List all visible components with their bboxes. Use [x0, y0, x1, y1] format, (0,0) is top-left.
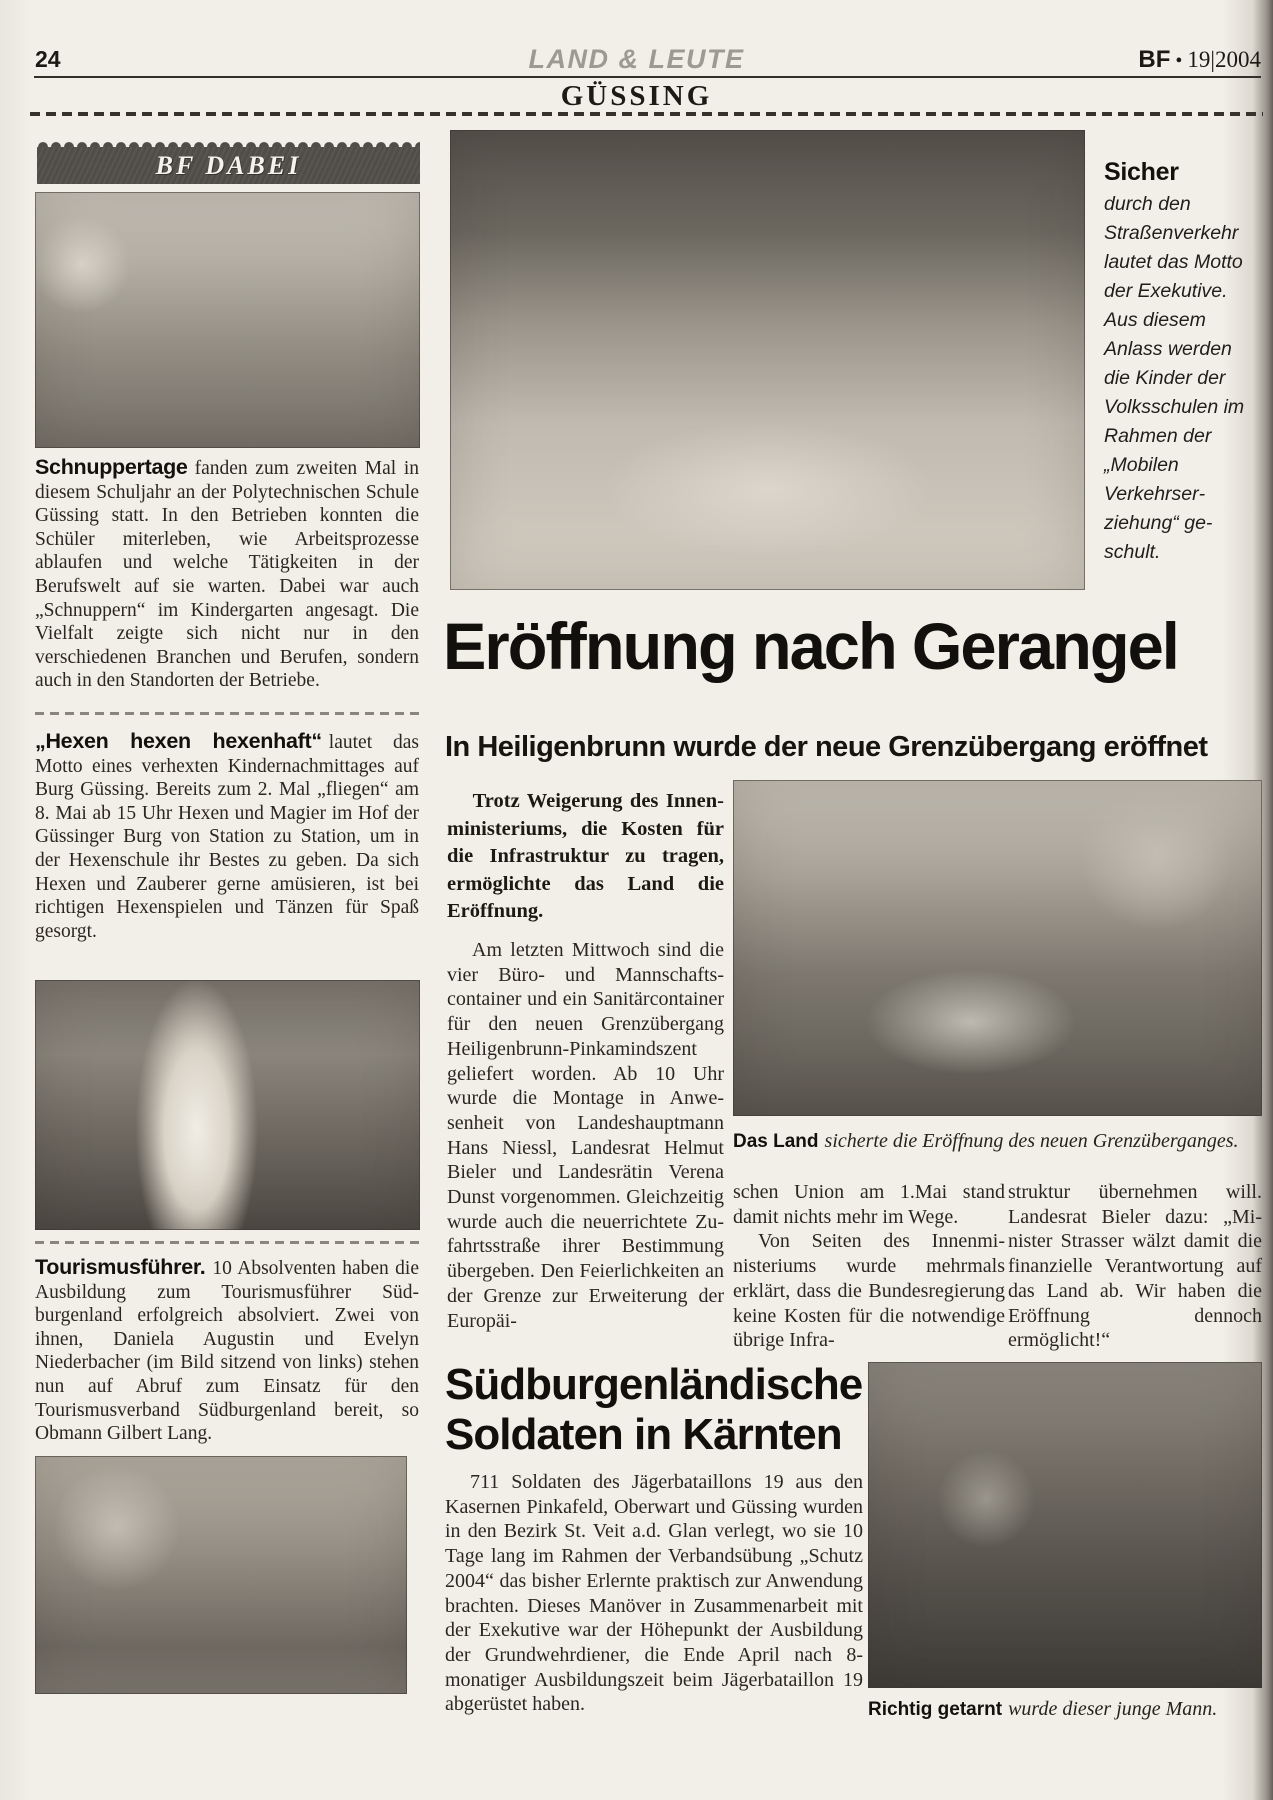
top-dashed-rule: [30, 112, 1263, 116]
side-caption-body: durch den Straßenverkehr lautet das Motto der Exekutive. Aus diesem Anlass werden die Kinder der Volksschulen im Rahmen der „Mobilen Verkehrserziehung“ geschult.: [1104, 193, 1245, 563]
side-caption-lead: Sicher: [1104, 158, 1179, 186]
side-caption: [1104, 158, 1256, 567]
bf-dabei-badge: [37, 147, 420, 184]
main-headline: Eröffnung nach Gerangel: [443, 609, 1178, 683]
article-column-2-p2: Von Seiten des Innenministeriums wurde mehrmals erklärt, dass die Bundesregierung keine Kosten für die notwendige übrige Infra-: [733, 1230, 1005, 1352]
article-intro: [447, 788, 724, 926]
article-column-1: [447, 938, 724, 1333]
article-intro-text: Trotz Weigerung des Innenministeriums, die Kosten für die Infrastruktur zu tragen, ermöglichte das Land die Eröffnung.: [447, 790, 724, 922]
page-number: 24: [35, 46, 61, 72]
soldiers-photo: [868, 1362, 1262, 1688]
article-hexen: [35, 730, 419, 943]
article-hexen-body: lautet das Motto eines verhexten Kindernachmittages auf Burg Güssing. Bereits zum 2. Mal „fliegen“ am 8. Mai ab 15 Uhr Hexen und Magier im Hof der Güssinger Burg von Station zu Station, um in der Hexenschule ihr Bestes zu geben. Da sich Hexen und Zauberer gerne amüsieren, ist bei richtigen Hexenspielen und Tänzen für Spaß gesorgt.: [35, 732, 419, 942]
article-column-2-p1: schen Union am 1.Mai stand damit nichts mehr im Wege.: [733, 1181, 1005, 1228]
soldiers-caption-lead: Richtig getarnt: [868, 1699, 1003, 1720]
article-schnuppertage-lead: Schnuppertage: [35, 455, 188, 479]
soldiers-photo-caption: [868, 1698, 1262, 1721]
article-tourismus-lead: Tourismusführer.: [35, 1255, 206, 1279]
soldiers-headline-line1: Südburgenländische: [445, 1360, 863, 1409]
bicycles-photo: [450, 130, 1085, 590]
issue-label: [1138, 46, 1261, 74]
soldiers-headline-line2: Soldaten in Kärnten: [445, 1410, 842, 1459]
article-column-3-text: struktur übernehmen will. Landesrat Bieler dazu: „Minister Strasser wälzt damit die finanzielle Verantwortung auf das Land ab. Wir haben die Eröffnung dennoch ermöglicht!“: [1008, 1181, 1262, 1352]
playground-photo: [35, 192, 420, 448]
bonfire-photo: [35, 980, 420, 1230]
left-separator-2: [35, 1241, 419, 1244]
opening-photo-caption: [733, 1130, 1262, 1153]
brand-label: BF: [1138, 46, 1171, 73]
opening-caption-lead: Das Land: [733, 1131, 819, 1152]
article-schnuppertage-body: fanden zum zweiten Mal in diesem Schuljahr an der Polytechnischen Schule Güssing statt. In den Betrieben konnten die Schüler miterleben, wie Arbeitsprozesse ablaufen und welche Tätigkeiten in der Berufswelt auf sie warten. Dabei war auch „Schnuppern“ im Kindergarten angesagt. Die Vielfalt zeigte sich nicht nur in den verschiedenen Branchen und Berufen, sondern auch in den Standorten der Betriebe.: [35, 458, 419, 692]
opening-photo: [733, 780, 1262, 1116]
group-photo: [35, 1456, 407, 1694]
article-soldiers-text: 711 Soldaten des Jägerbataillons 19 aus den Kasernen Pinkafeld, Oberwart und Güssing wurden in den Bezirk St. Veit a.d. Glan verlegt, wo sie 10 Tage lang im Rahmen der Verbandsübung „Schutz 2004“ das bisher Erlernte praktisch zur Anwendung brachten. Dieses Manöver in Zusammenarbeit mit der Exekutive war der Höhepunkt der Ausbildung der Grundwehrdiener, die Ende April nach 8-monatiger Ausbildungszeit beim Jägerbataillon 19 abgerüstet haben.: [445, 1471, 863, 1716]
article-column-1-text: Am letzten Mittwoch sind die vier Büro- und Mannschaftscontainer und ein Sanitärcontainer für den neuen Grenzübergang Heiligenbrunn-Pinkamindszent geliefert worden. Ab 10 Uhr wurde die Montage in Anwesenheit von Landeshauptmann Hans Niessl, Landesrat Helmut Bieler und Landesrätin Verena Dunst vorgenommen. Gleichzeitig wurde auch die neuerrichtete Zufahrtsstraße ihrer Bestimmung übergeben. Den Feierlichkeiten an der Grenze zur Erweiterung der Europäi-: [447, 939, 724, 1332]
left-separator-1: [35, 712, 419, 715]
article-schnuppertage: [35, 456, 419, 693]
bf-dabei-label: BF DABEI: [155, 150, 302, 180]
soldiers-headline: [445, 1360, 862, 1460]
issue-number: 19|2004: [1187, 47, 1261, 72]
article-column-2: [733, 1180, 1005, 1353]
article-soldiers: [445, 1470, 863, 1717]
place-title: GÜSSING: [560, 80, 713, 112]
main-subheadline: In Heiligenbrunn wurde der neue Grenzübergang eröffnet: [445, 731, 1208, 763]
opening-caption-body: sicherte die Eröffnung des neuen Grenzüberganges.: [824, 1130, 1239, 1152]
article-tourismus-body: 10 Absolventen haben die Ausbildung zum Tourismusführer Südburgenland erfolgreich absolviert. Zwei von ihnen, Daniela Augustin und Evelyn Niederbacher (im Bild sitzend von links) stehen nun auf Abruf zum Einsatz für den Tourismusverband Südburgenland bereit, so Obmann Gilbert Lang.: [35, 1258, 419, 1445]
section-title: LAND & LEUTE: [528, 44, 745, 74]
article-hexen-lead: „Hexen hexen hexenhaft“: [35, 729, 322, 753]
article-tourismus: [35, 1256, 419, 1446]
header-rule: [34, 76, 1261, 78]
article-column-3: [1008, 1180, 1262, 1353]
soldiers-caption-body: wurde dieser junge Mann.: [1008, 1698, 1218, 1720]
issue-bullet: •: [1175, 50, 1183, 72]
